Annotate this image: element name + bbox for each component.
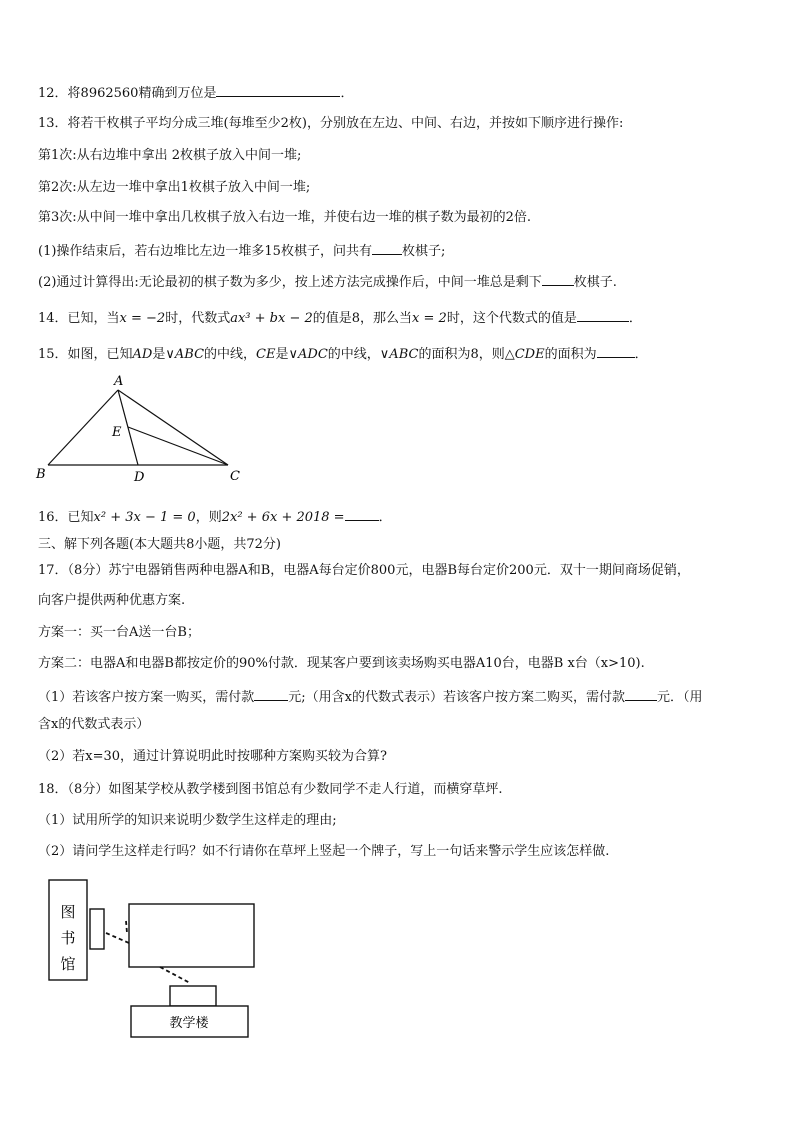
label-a: A — [114, 374, 124, 389]
lawn — [129, 904, 254, 967]
campus-diagram — [40, 875, 270, 1045]
question-17-stem2: 向客户提供两种优惠方案. — [38, 593, 186, 608]
library-char-2: 书 — [60, 929, 76, 947]
math-expression: 2x² + 6x + 2018 = — [221, 510, 345, 525]
shortcut-path-2 — [106, 933, 129, 943]
label-e: E — [112, 425, 122, 440]
question-13-step1: 第1次:从右边堆中拿出 2枚棋子放入中间一堆; — [38, 148, 302, 163]
question-17-plan1: 方案一：买一台A送一台B； — [38, 625, 200, 640]
question-13-step2: 第2次:从左边一堆中拿出1枚棋子放入中间一堆; — [38, 180, 311, 195]
math-expression: AD — [132, 347, 153, 362]
triangle-figure — [30, 370, 260, 490]
question-17-stem1: 17．（8分）苏宁电器销售两种电器A和B，电器A每台定价800元，电器B每台定价200元．双十一期间商场促销， — [38, 563, 690, 578]
question-13-stem: 13．将若干枚棋子平均分成三堆(每堆至少2枚)，分别放在左边、中间、右边，并按如下顺序进行操作: — [38, 116, 624, 131]
library-char-3: 馆 — [60, 955, 76, 973]
question-16: 16．已知x² + 3x − 1 = 0，则2x² + 6x + 2018 = ． — [38, 507, 764, 527]
math-expression: ∨ABC — [379, 347, 419, 362]
answer-blank — [216, 83, 340, 97]
label-d: D — [134, 470, 145, 485]
question-18-part1: （1）试用所学的知识来说明少数学生这样走的理由; — [38, 813, 337, 828]
question-14: 14．已知，当x = −2时，代数式ax³ + bx − 2的值是8，那么当x = 2时，这个代数式的值是 ． — [38, 308, 764, 328]
library-char-1: 图 — [60, 903, 76, 921]
math-expression: ∨ABC — [165, 347, 205, 362]
math-expression: x² + 3x − 1 = 0 — [93, 510, 196, 525]
question-13-part1: (1)操作结束后，若右边堆比左边一堆多15枚棋子，问共有 枚棋子; — [38, 241, 764, 261]
answer-blank — [345, 507, 379, 521]
answer-blank — [577, 308, 629, 322]
section-3-heading: 三、解下列各题(本大题共8小题，共72分) — [38, 537, 281, 552]
answer-blank — [254, 687, 288, 701]
question-17-plan2: 方案二：电器A和电器B都按定价的90%付款．现某客户要到该卖场购买电器A10台，电器B x台（x>10). — [38, 656, 645, 671]
question-17-part1-cont: 含x的代数式表示） — [38, 717, 150, 732]
math-expression: ax³ + bx − 2 — [230, 311, 313, 326]
math-expression: x = −2 — [119, 311, 166, 326]
label-b: B — [36, 467, 46, 482]
question-18-stem: 18．（8分）如图某学校从教学楼到图书馆总有少数同学不走人行道，而横穿草坪. — [38, 782, 503, 797]
question-15: 15．如图，已知AD是∨ABC的中线，CE是∨ADC的中线，∨ABC的面积为8，则△CDE的面积为 ． — [38, 344, 764, 364]
building-label: 教学楼 — [169, 1016, 209, 1031]
label-c: C — [230, 469, 240, 484]
math-expression: x = 2 — [412, 311, 447, 326]
question-18-part2: （2）请问学生这样走行吗？如不行请你在草坪上竖起一个牌子，写上一句话来警示学生应该怎样做. — [38, 844, 610, 859]
question-17-part2: （2）若x=30，通过计算说明此时按哪种方案购买较为合算? — [38, 749, 388, 764]
answer-blank — [625, 687, 657, 701]
edge-ab — [48, 390, 118, 465]
median-ce — [128, 427, 228, 465]
question-17-part1: （1）若该客户按方案一购买，需付款 元;（用含x的代数式表示）若该客户按方案二购买，需付款 元．（用 — [38, 687, 764, 707]
answer-blank — [372, 241, 402, 255]
math-expression: CE — [256, 347, 276, 362]
answer-blank — [597, 344, 635, 358]
question-12: 12．将8962560精确到万位是 ． — [38, 83, 764, 103]
math-expression: ∨ADC — [288, 347, 328, 362]
building-door — [170, 986, 216, 1006]
shortcut-path-1 — [126, 921, 127, 933]
answer-blank — [542, 272, 574, 286]
question-13-step3: 第3次:从中间一堆中拿出几枚棋子放入右边一堆，并使右边一堆的棋子数为最初的2倍. — [38, 210, 532, 225]
q12-text: 12．将8962560精确到万位是 — [38, 86, 217, 101]
library-door — [90, 909, 104, 949]
shortcut-path-3 — [160, 967, 190, 983]
math-expression: △CDE — [504, 347, 545, 362]
question-13-part2: (2)通过计算得出:无论最初的棋子数为多少，按上述方法完成操作后，中间一堆总是剩下 枚棋子. — [38, 272, 764, 292]
